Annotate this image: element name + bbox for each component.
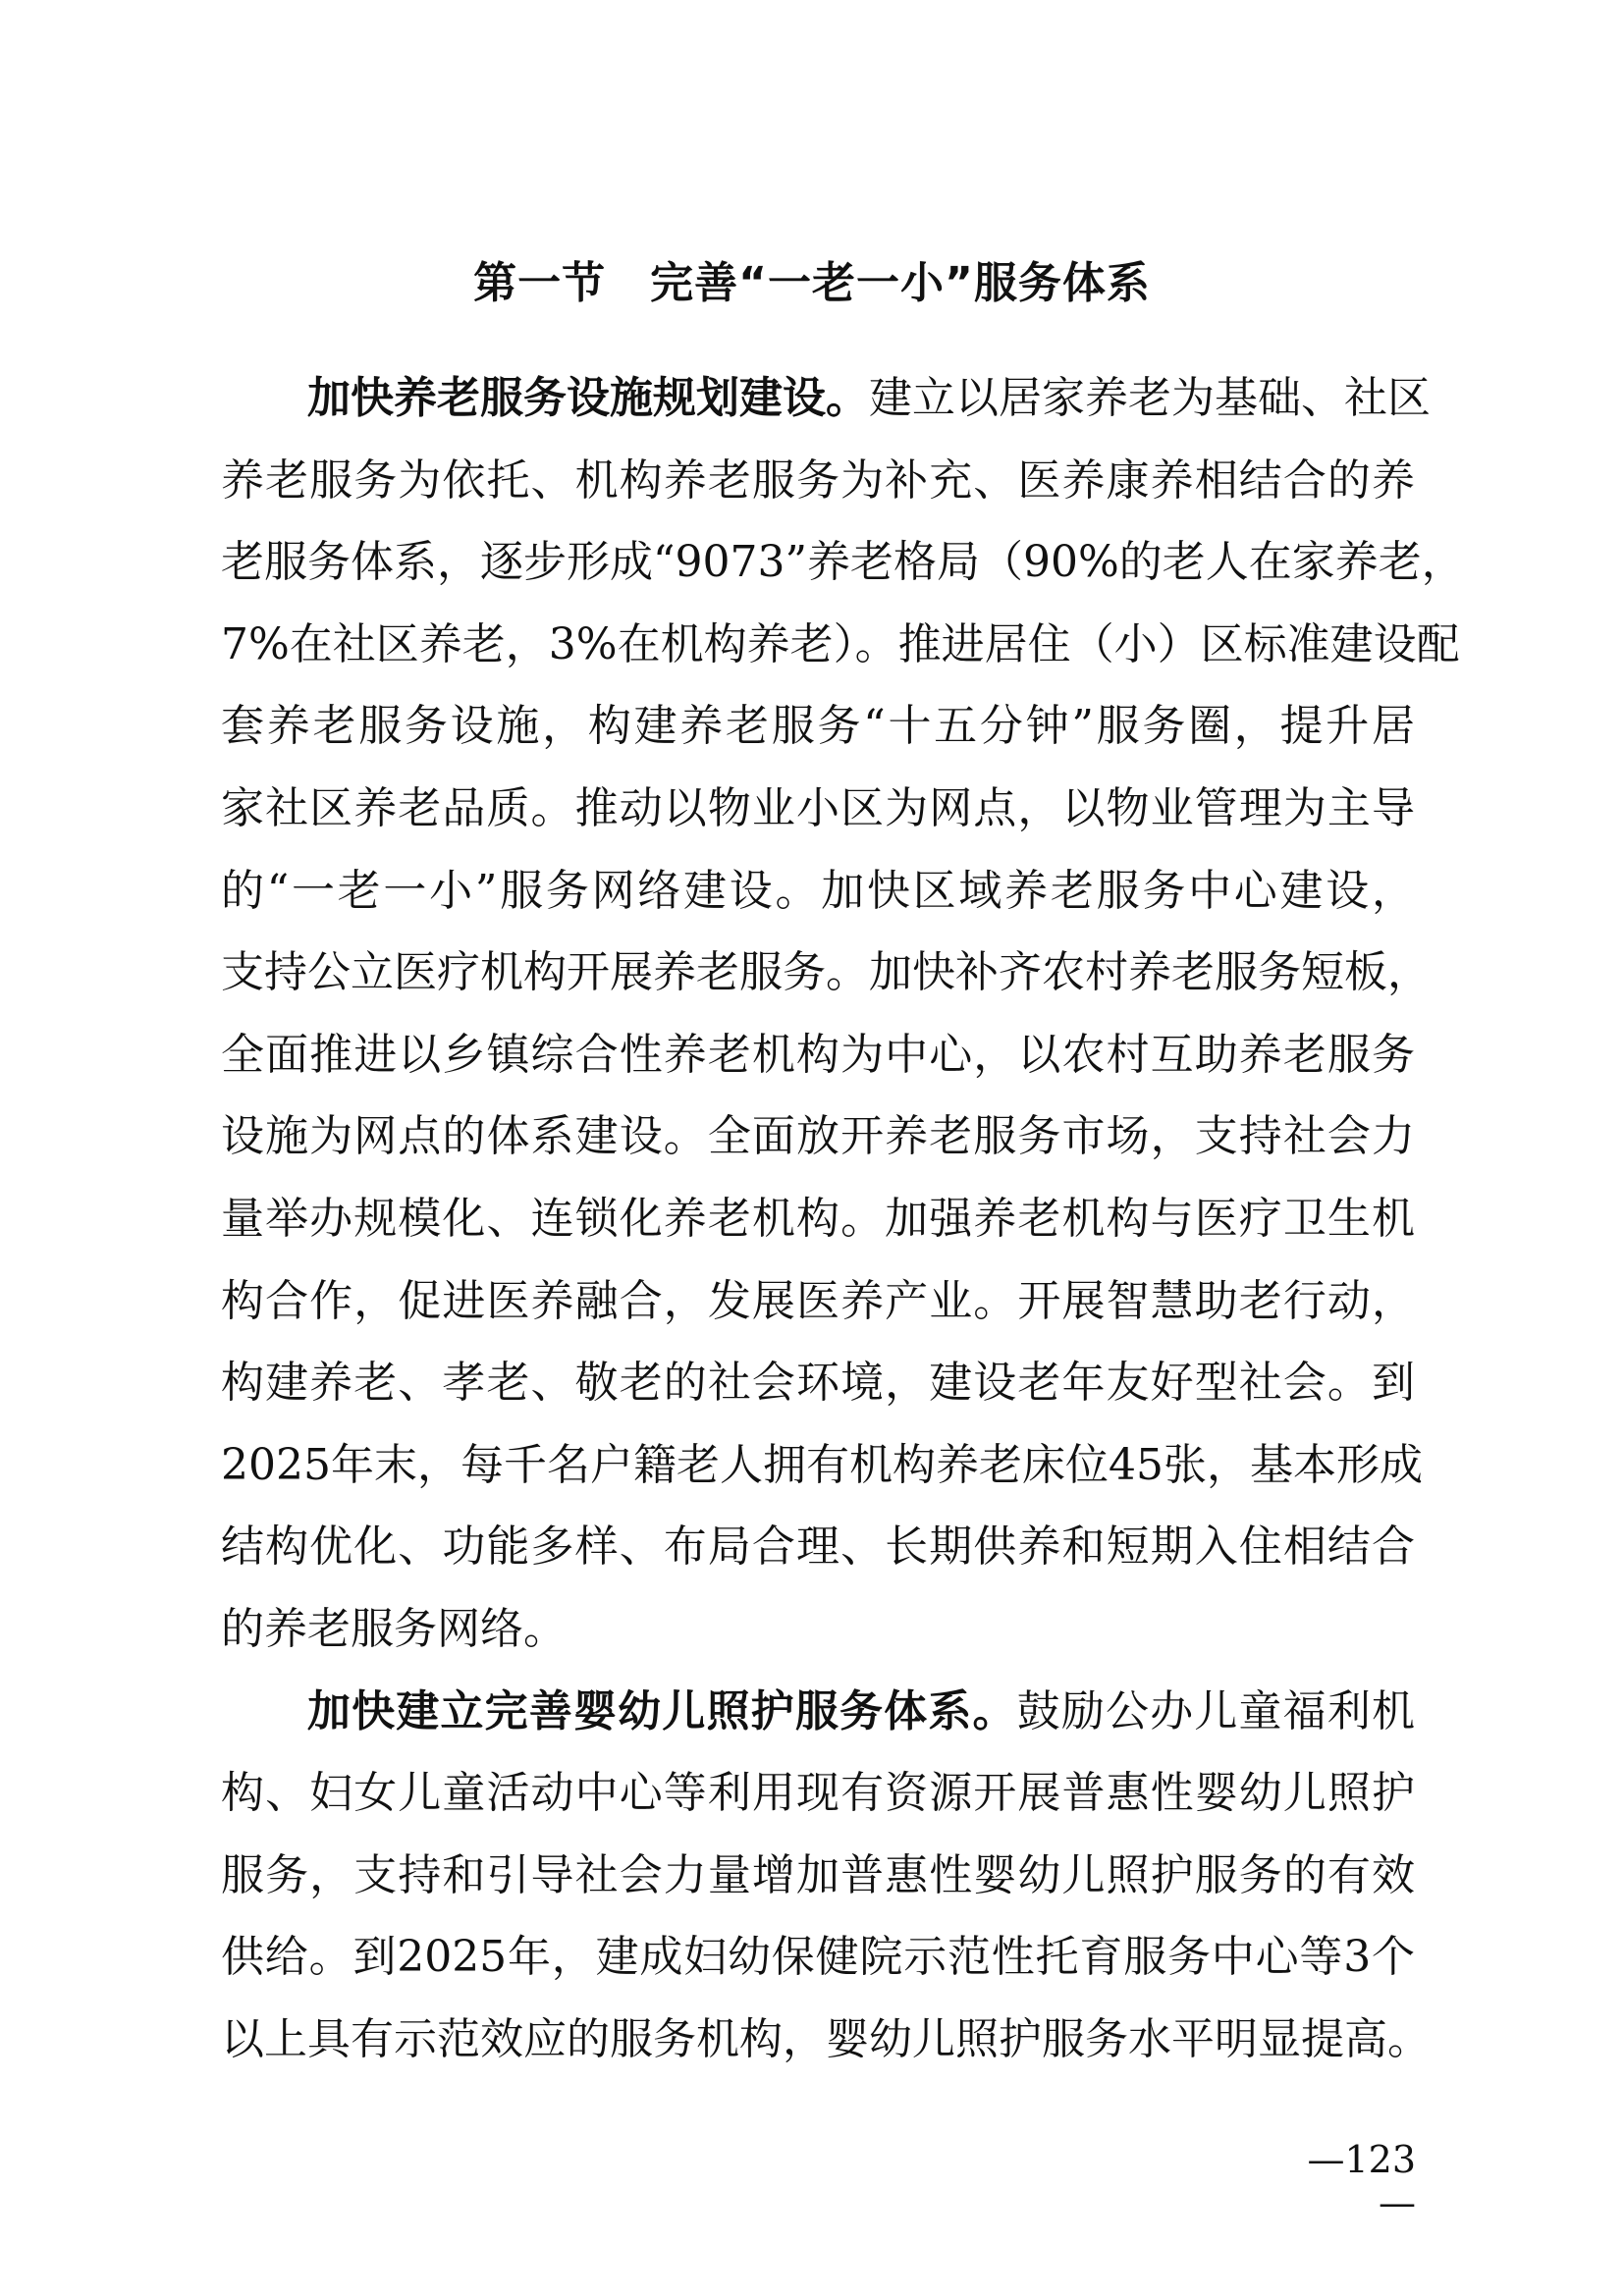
paragraph-line [221,604,1460,686]
paragraph-text: 供给。到2025年，建成妇幼保健院示范性托育服务中心等3个 [221,1932,1415,1983]
paragraph-text: 支持公立医疗机构开展养老服务。加快补齐农村养老服务短板， [221,947,1431,998]
paragraph-text: 量举办规模化、连锁化养老机构。加强养老机构与医疗卫生机 [221,1193,1415,1244]
paragraph-line [221,1916,1415,1999]
section-title: 第一节 完善“一老一小”服务体系 [473,258,1151,308]
paragraph-text: 套养老服务设施，构建养老服务“十五分钟”服务圈，提升居 [221,701,1415,752]
paragraph-line [221,1752,1415,1835]
paragraph-line [221,932,1431,1014]
paragraph-lead-heading: 加快建立完善婴幼儿照护服务体系。 [307,1685,1017,1736]
page-number: —123— [1307,2138,1416,2224]
paragraph-line [221,768,1415,850]
paragraph-text: 养老服务为依托、机构养老服务为补充、医养康养相结合的养 [221,454,1415,506]
paragraph-text: 构、妇女儿童活动中心等利用现有资源开展普惠性婴幼儿照护 [221,1768,1415,1819]
paragraph-line [221,521,1465,604]
paragraph-text: 构建养老、孝老、敬老的社会环境，建设老年友好型社会。到 [221,1358,1415,1409]
paragraph-line [221,685,1415,768]
paragraph-line [221,1424,1423,1507]
paragraph-text: 结构优化、功能多样、布局合理、长期供养和短期入住相结合 [221,1522,1415,1573]
paragraph-lead-heading: 加快养老服务设施规划建设。 [307,373,869,423]
paragraph-text: 2025年末，每千名户籍老人拥有机构养老床位45张，基本形成 [221,1439,1423,1490]
paragraph-line [221,1178,1415,1260]
paragraph-text: 7%在社区养老，3%在机构养老）。推进居住（小）区标准建设配 [221,618,1460,669]
paragraph-line [221,1588,1415,1671]
paragraph-line [221,357,1431,440]
paragraph-text: 构合作，促进医养融合，发展医养产业。开展智慧助老行动， [221,1275,1415,1326]
paragraph-line [221,1671,1415,1753]
paragraph-line [221,1506,1415,1588]
paragraph-text: 的养老服务网络。 [221,1603,567,1654]
paragraph-line [221,1014,1415,1096]
paragraph-line [221,1260,1415,1343]
paragraph-line [221,440,1415,522]
paragraph-text: 家社区养老品质。推动以物业小区为网点，以物业管理为主导 [221,782,1415,833]
paragraph-line [221,1835,1415,1917]
paragraph-text: 设施为网点的体系建设。全面放开养老服务市场，支持社会力 [221,1111,1415,1162]
paragraph-line [221,850,1415,933]
paragraph-text: 老服务体系，逐步形成“9073”养老格局（90%的老人在家养老， [221,537,1465,588]
paragraph-line [221,1095,1415,1178]
document-body [221,357,1465,2080]
paragraph-text: 以上具有示范效应的服务机构，婴幼儿照护服务水平明显提高。 [221,2013,1431,2064]
paragraph-line [221,1342,1415,1424]
paragraph-text: 服务，支持和引导社会力量增加普惠性婴幼儿照护服务的有效 [221,1849,1415,1900]
paragraph-text: 全面推进以乡镇综合性养老机构为中心，以农村互助养老服务 [221,1029,1415,1080]
paragraph-line [221,1999,1431,2081]
paragraph-text: 建立以居家养老为基础、社区 [869,373,1431,423]
paragraph-text: 的“一老一小”服务网络建设。加快区域养老服务中心建设， [221,865,1415,916]
paragraph-text: 鼓励公办儿童福利机 [1016,1685,1416,1736]
